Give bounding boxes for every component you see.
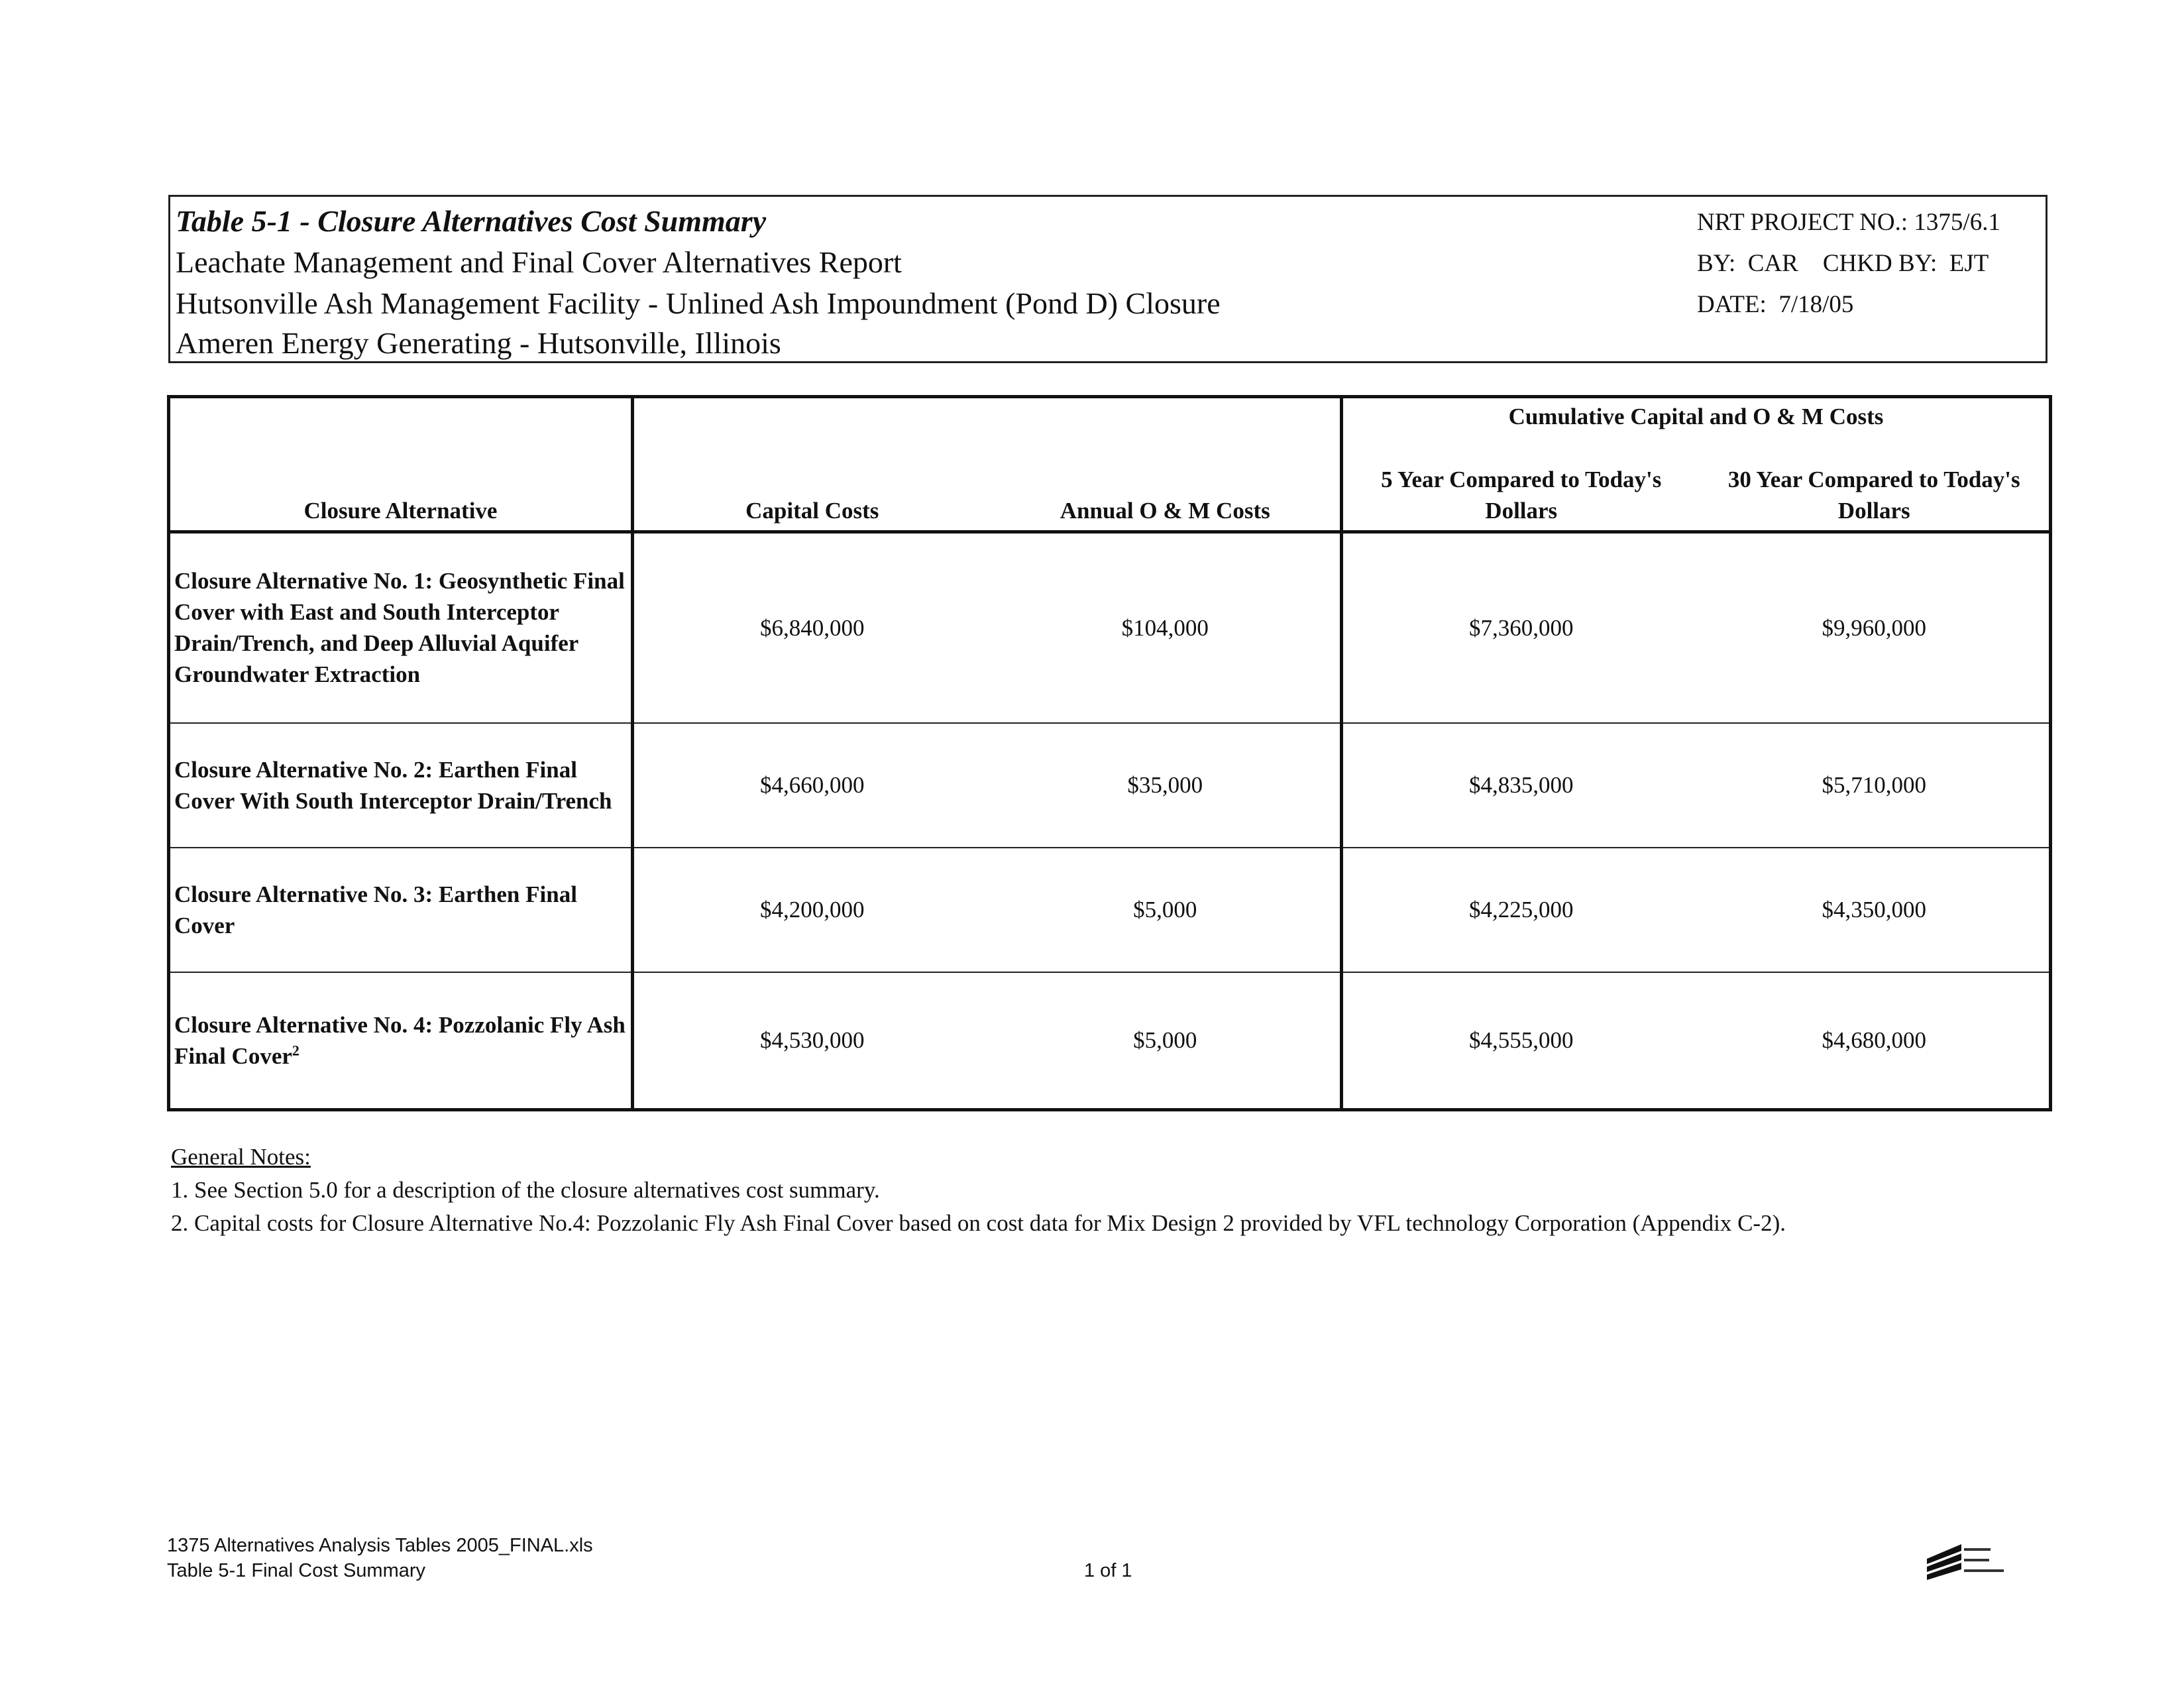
notes-title: General Notes: (171, 1144, 311, 1170)
alternative-text: Closure Alternative No. 4: Pozzolanic Fly Ash Final Cover (174, 1011, 626, 1069)
facility-name: Hutsonville Ash Management Facility - Unlined Ash Impoundment (Pond D) Closure (176, 286, 1221, 320)
report-date: DATE: 7/18/05 (1697, 291, 1854, 318)
capital-cost-cell: $4,660,000 (633, 723, 991, 848)
alternative-cell: Closure Alternative No. 3: Earthen Final Cover (169, 848, 633, 972)
cost-summary-table (167, 395, 2052, 1111)
annual-om-cell: $5,000 (991, 848, 1342, 972)
report-name: Leachate Management and Final Cover Alternatives Report (176, 245, 902, 279)
note-item: 2. Capital costs for Closure Alternative No.4: Pozzolanic Fly Ash Final Cover based on cost data for Mix Design 2 provided by VFL technology Corporation (Appendix C-2). (171, 1210, 1786, 1236)
column-header-alternative: Closure Alternative (169, 397, 633, 532)
footer-filename: 1375 Alternatives Analysis Tables 2005_FINAL.xls (167, 1535, 593, 1556)
column-header-thirty-year: 30 Year Compared to Today's Dollars (1700, 434, 2051, 532)
thirty-year-cell: $9,960,000 (1700, 532, 2051, 723)
thirty-year-cell: $4,680,000 (1700, 972, 2051, 1110)
group-header-cumulative: Cumulative Capital and O & M Costs (1342, 397, 2051, 434)
table-row (169, 723, 2051, 848)
footer-page-number: 1 of 1 (1084, 1560, 1132, 1581)
capital-cost-cell: $4,530,000 (633, 972, 991, 1110)
annual-om-cell: $104,000 (991, 532, 1342, 723)
column-header-five-year: 5 Year Compared to Today's Dollars (1342, 434, 1700, 532)
annual-om-cell: $5,000 (991, 972, 1342, 1110)
table-title: Table 5-1 - Closure Alternatives Cost Summary (176, 204, 767, 238)
nrt-logo-icon (1927, 1544, 2040, 1581)
five-year-cell: $7,360,000 (1342, 532, 1700, 723)
table-row (169, 972, 2051, 1110)
five-year-cell: $4,555,000 (1342, 972, 1700, 1110)
table-row (169, 848, 2051, 972)
note-item: 1. See Section 5.0 for a description of the closure alternatives cost summary. (171, 1177, 880, 1203)
alternative-cell: Closure Alternative No. 1: Geosynthetic Final Cover with East and South Interceptor Drain/Trench, and Deep Alluvial Aquifer Groundwater Extraction (169, 532, 633, 723)
footnote-marker: 2 (292, 1042, 300, 1059)
capital-cost-cell: $6,840,000 (633, 532, 991, 723)
prepared-checked-by: BY: CAR CHKD BY: EJT (1697, 250, 1989, 277)
alternative-cell (169, 972, 633, 1110)
report-header (168, 195, 2048, 363)
annual-om-cell: $35,000 (991, 723, 1342, 848)
column-header-capital: Capital Costs (633, 397, 991, 532)
table-row (169, 532, 2051, 723)
thirty-year-cell: $5,710,000 (1700, 723, 2051, 848)
company-location: Ameren Energy Generating - Hutsonville, Illinois (176, 326, 781, 360)
column-header-annual-om: Annual O & M Costs (991, 397, 1342, 532)
footer-sheet-name: Table 5-1 Final Cost Summary (167, 1560, 426, 1581)
capital-cost-cell: $4,200,000 (633, 848, 991, 972)
project-number: NRT PROJECT NO.: 1375/6.1 (1697, 209, 2000, 236)
thirty-year-cell: $4,350,000 (1700, 848, 2051, 972)
five-year-cell: $4,225,000 (1342, 848, 1700, 972)
alternative-cell: Closure Alternative No. 2: Earthen Final Cover With South Interceptor Drain/Trench (169, 723, 633, 848)
five-year-cell: $4,835,000 (1342, 723, 1700, 848)
